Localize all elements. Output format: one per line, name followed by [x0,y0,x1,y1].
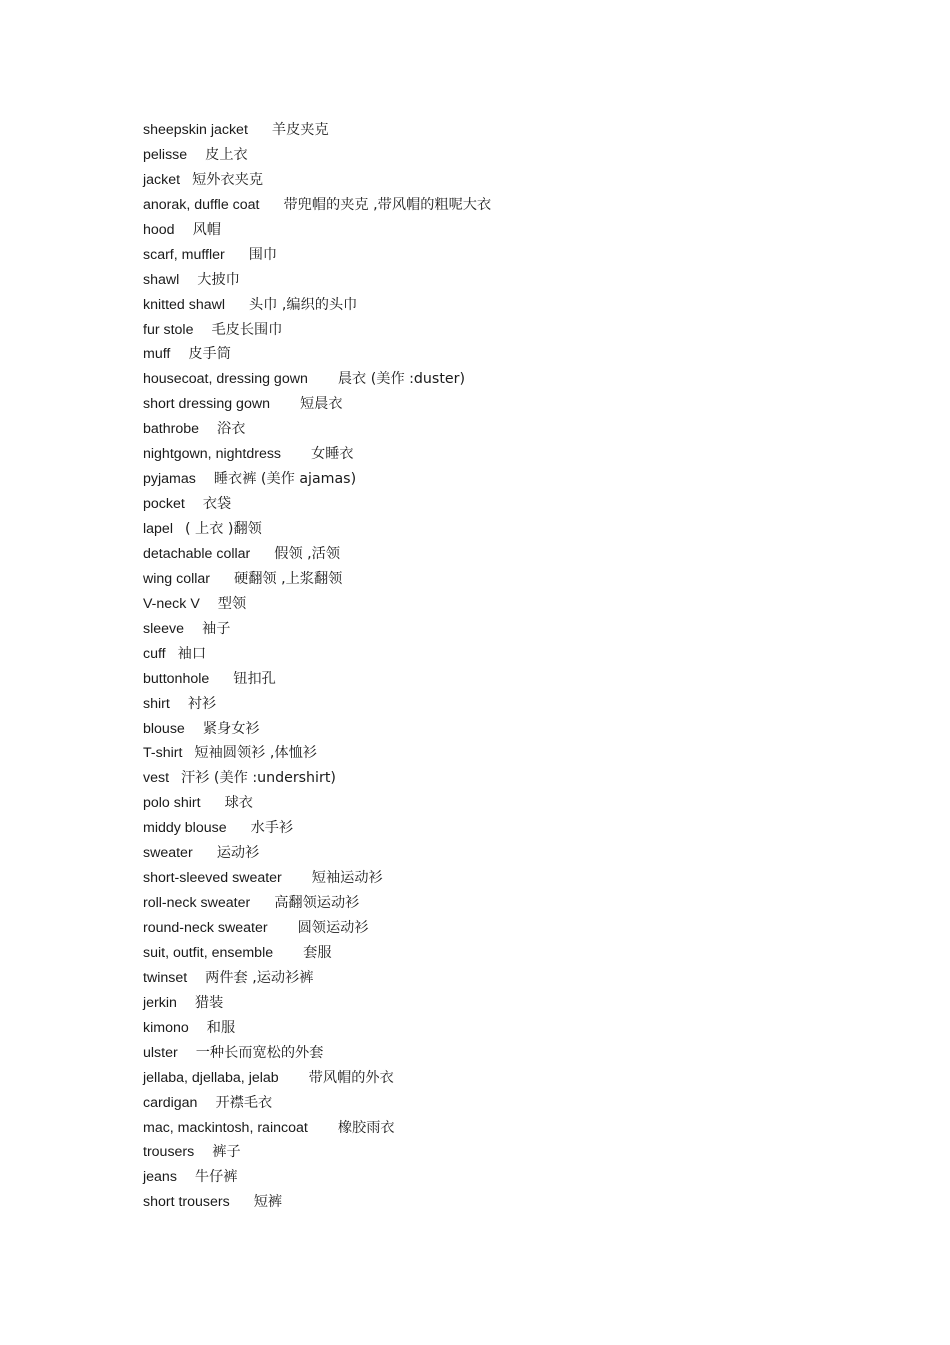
english-term: cuff [143,645,166,662]
chinese-translation: 毛皮长围巾 [211,321,283,338]
vocabulary-entry [143,392,491,417]
chinese-translation: 袖口 [177,645,207,662]
chinese-translation: 风帽 [192,221,221,238]
chinese-translation: 短裤 [253,1194,283,1211]
chinese-translation: 短袖圆领衫 ,体恤衫 [194,745,317,762]
english-term: round-neck sweater [143,920,268,936]
chinese-translation: 短外衣夹克 [192,171,264,188]
vocabulary-entry [143,492,491,517]
chinese-translation: 围巾 [248,246,278,263]
english-term: short dressing gown [143,396,270,413]
english-term: short trousers [143,1194,230,1211]
vocabulary-entry [143,168,491,193]
vocabulary-entry [143,1190,491,1215]
english-term: short-sleeved sweater [143,870,282,887]
chinese-translation: 开襟毛衣 [215,1094,273,1111]
english-term: muff [143,346,171,363]
vocabulary-entry [143,667,491,692]
english-term: detachable collar [143,545,251,562]
english-term: pelisse [143,146,188,163]
english-term: jacket [143,171,181,188]
vocabulary-entry [143,243,491,268]
chinese-translation: 袖子 [202,620,231,637]
chinese-translation: 假领 ,活领 [274,545,341,562]
vocabulary-entry [143,517,491,542]
chinese-translation: 短晨衣 [299,396,343,413]
vocabulary-entry [143,1016,491,1041]
chinese-translation: 钮扣孔 [233,670,276,687]
chinese-translation: 衬衫 [187,695,217,712]
chinese-translation: 套服 [303,944,332,961]
english-term: ulster [143,1044,178,1061]
vocabulary-entry [143,218,491,243]
vocabulary-entry [143,293,491,318]
vocabulary-entry [143,941,491,966]
vocabulary-entry [143,567,491,592]
english-term: lapel [143,521,173,537]
chinese-translation: 牛仔裤 [194,1169,238,1186]
vocabulary-entry [143,367,491,392]
vocabulary-entry [143,118,491,143]
english-term: hood [143,221,175,238]
vocabulary-entry [143,1066,491,1091]
chinese-translation: 圆领运动衫 [297,920,369,936]
english-term: wing collar [143,570,211,587]
english-term: pocket [143,496,185,513]
chinese-translation: 大披巾 [197,271,240,288]
english-term: jerkin [143,994,177,1011]
english-term: mac, mackintosh, raincoat [143,1119,308,1136]
chinese-translation: 睡衣裤 (美作 ajamas) [213,471,357,488]
chinese-translation: 球衣 [224,795,253,812]
chinese-translation: 紧身女衫 [202,720,260,737]
vocabulary-entry [143,268,491,293]
vocabulary-entry [143,1091,491,1116]
english-term: shirt [143,695,170,712]
vocabulary-entry [143,143,491,168]
english-term: shawl [143,271,180,288]
vocabulary-entry [143,891,491,916]
english-term: sleeve [143,620,185,637]
english-term: pyjamas [143,471,196,488]
english-term: fur stole [143,321,194,338]
vocabulary-entry [143,193,491,218]
english-term: sweater [143,845,193,862]
english-term: anorak, duffle coat [143,196,260,213]
chinese-translation: 短袖运动衫 [311,870,383,887]
english-term: V-neck V [143,595,200,612]
vocabulary-entry [143,542,491,567]
vocabulary-entry [143,1116,491,1141]
chinese-translation: 和服 [206,1019,236,1036]
english-term: vest [143,770,170,787]
chinese-translation: 带兜帽的夹克 ,带风帽的粗呢大衣 [283,196,492,213]
english-term: polo shirt [143,795,201,812]
chinese-translation: 衣袋 [202,496,232,513]
vocabulary-entry [143,916,491,941]
vocabulary-entry [143,717,491,742]
english-term: scarf, muffler [143,246,225,263]
vocabulary-entry [143,342,491,367]
chinese-translation: 水手衫 [250,820,294,837]
vocabulary-entry [143,617,491,642]
chinese-translation: 浴衣 [217,421,246,438]
chinese-translation: 带风帽的外衣 [308,1069,394,1086]
english-term: cardigan [143,1094,198,1111]
vocabulary-entry [143,442,491,467]
english-term: T-shirt [143,745,183,762]
chinese-translation: 头巾 ,编织的头巾 [249,296,358,313]
english-term: kimono [143,1019,189,1036]
chinese-translation: 羊皮夹克 [271,122,329,138]
chinese-translation: 高翻领运动衫 [274,895,360,912]
english-term: knitted shawl [143,296,226,313]
chinese-translation: 晨衣 (美作 :duster) [337,371,465,388]
vocabulary-entry [143,642,491,667]
chinese-translation: 女睡衣 [311,446,354,463]
chinese-translation: 硬翻领 ,上浆翻领 [234,570,343,587]
vocabulary-entry [143,592,491,617]
chinese-translation: 裤子 [212,1144,241,1161]
english-term: twinset [143,969,188,986]
vocabulary-entry [143,741,491,766]
vocabulary-entry [143,766,491,791]
english-term: sheepskin jacket [143,122,248,138]
chinese-translation: 型领 [217,595,247,612]
vocabulary-list [143,118,491,1215]
english-term: buttonhole [143,670,210,687]
chinese-translation: 皮手筒 [188,346,231,363]
vocabulary-entry [143,318,491,343]
english-term: housecoat, dressing gown [143,371,308,388]
english-term: jeans [143,1169,177,1186]
vocabulary-entry [143,467,491,492]
english-term: nightgown, nightdress [143,446,282,463]
vocabulary-entry [143,966,491,991]
vocabulary-entry [143,791,491,816]
vocabulary-entry [143,417,491,442]
vocabulary-entry [143,816,491,841]
chinese-translation: 猎装 [194,994,224,1011]
chinese-translation: 两件套 ,运动衫裤 [205,969,314,986]
chinese-translation: ( 上衣 )翻领 [184,521,262,537]
vocabulary-entry [143,692,491,717]
vocabulary-entry [143,1140,491,1165]
english-term: middy blouse [143,820,227,837]
chinese-translation: 皮上衣 [205,146,248,163]
chinese-translation: 运动衫 [216,845,260,862]
english-term: jellaba, djellaba, jelab [143,1069,279,1086]
chinese-translation: 一种长而宽松的外套 [195,1044,324,1061]
english-term: trousers [143,1144,195,1161]
vocabulary-entry [143,1041,491,1066]
vocabulary-entry [143,841,491,866]
english-term: bathrobe [143,421,200,438]
vocabulary-entry [143,866,491,891]
chinese-translation: 橡胶雨衣 [337,1119,395,1136]
vocabulary-entry [143,991,491,1016]
english-term: blouse [143,720,185,737]
chinese-translation: 汗衫 (美作 :undershirt) [181,770,336,787]
english-term: roll-neck sweater [143,895,251,912]
english-term: suit, outfit, ensemble [143,944,274,961]
vocabulary-entry [143,1165,491,1190]
